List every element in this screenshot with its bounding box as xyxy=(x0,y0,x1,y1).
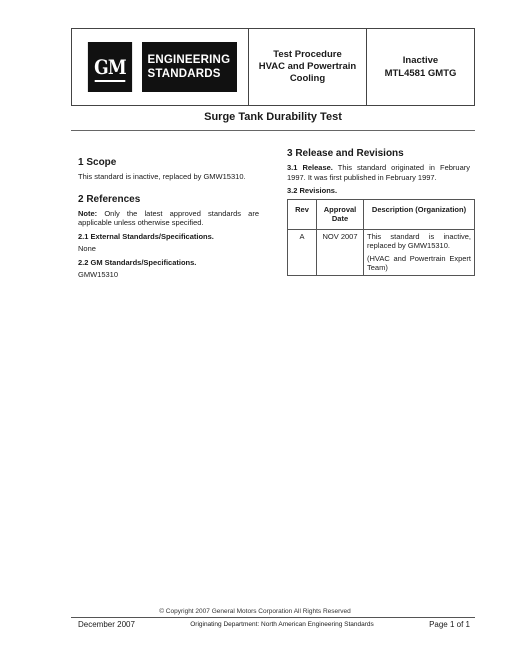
footer-department: Originating Department: North American Engineering Standards xyxy=(190,621,374,628)
engineering-standards-logo xyxy=(142,42,237,92)
col-header-approval-date: Approval Date xyxy=(317,199,364,229)
header-status-cell xyxy=(367,29,474,105)
references-heading: 2 References xyxy=(78,193,141,205)
references-note xyxy=(78,209,259,228)
col-header-description: Description (Organization) xyxy=(364,199,475,229)
gm-standards-heading: 2.2 GM Standards/Specifications. xyxy=(78,257,197,267)
external-standards-value: None xyxy=(78,244,96,253)
external-standards-heading: 2.1 External Standards/Specifications. xyxy=(78,231,214,241)
gm-logo: GM xyxy=(87,42,131,92)
footer-date: December 2007 xyxy=(78,620,135,629)
description-text: This standard is inactive, replaced by GMW15310. xyxy=(367,231,471,250)
table-header-row xyxy=(288,199,475,229)
procedure-line-1: Test Procedure xyxy=(273,49,342,60)
release-text xyxy=(287,163,470,182)
header-logo-cell xyxy=(72,29,249,105)
document-number: MTL4581 GMTG xyxy=(384,68,457,79)
description-organization: (HVAC and Powertrain Expert Team) xyxy=(367,253,471,272)
note-text: Only the latest approved standards are applicable unless otherwise specified. xyxy=(78,208,259,227)
gm-standards-value: GMW15310 xyxy=(78,270,119,279)
col-header-rev: Rev xyxy=(288,199,317,229)
revisions-table xyxy=(287,199,475,276)
release-body: This standard originated in February 1997. It was first published in February 1997. xyxy=(287,163,470,182)
title-divider xyxy=(71,130,475,131)
document-title: Surge Tank Durability Test xyxy=(204,111,342,123)
header-procedure-cell xyxy=(249,29,367,105)
note-label: Note: xyxy=(78,208,98,218)
release-label: 3.1 Release. xyxy=(287,163,333,172)
procedure-line-2: HVAC and Powertrain xyxy=(258,61,357,72)
copyright-notice: © Copyright 2007 General Motors Corporation All Rights Reserved xyxy=(159,608,351,615)
left-column xyxy=(78,157,259,284)
cell-description xyxy=(364,229,475,275)
footer-page-number: Page 1 of 1 xyxy=(429,620,470,629)
table-row xyxy=(288,229,475,275)
cell-approval-date: NOV 2007 xyxy=(317,229,364,275)
revisions-heading: 3.2 Revisions. xyxy=(287,186,338,195)
scope-text: This standard is inactive, replaced by GMW15310. xyxy=(78,172,246,181)
procedure-line-3: Cooling xyxy=(289,73,326,84)
right-column xyxy=(287,148,470,276)
cell-rev: A xyxy=(288,229,317,275)
page-footer xyxy=(78,620,470,629)
status-label: Inactive xyxy=(402,55,439,66)
scope-heading: 1 Scope xyxy=(78,157,117,168)
footer-divider xyxy=(71,617,475,618)
release-heading: 3 Release and Revisions xyxy=(287,148,404,159)
brand-line-2: STANDARDS xyxy=(147,68,221,80)
brand-line-1: ENGINEERING xyxy=(147,54,231,66)
document-header xyxy=(71,28,475,106)
